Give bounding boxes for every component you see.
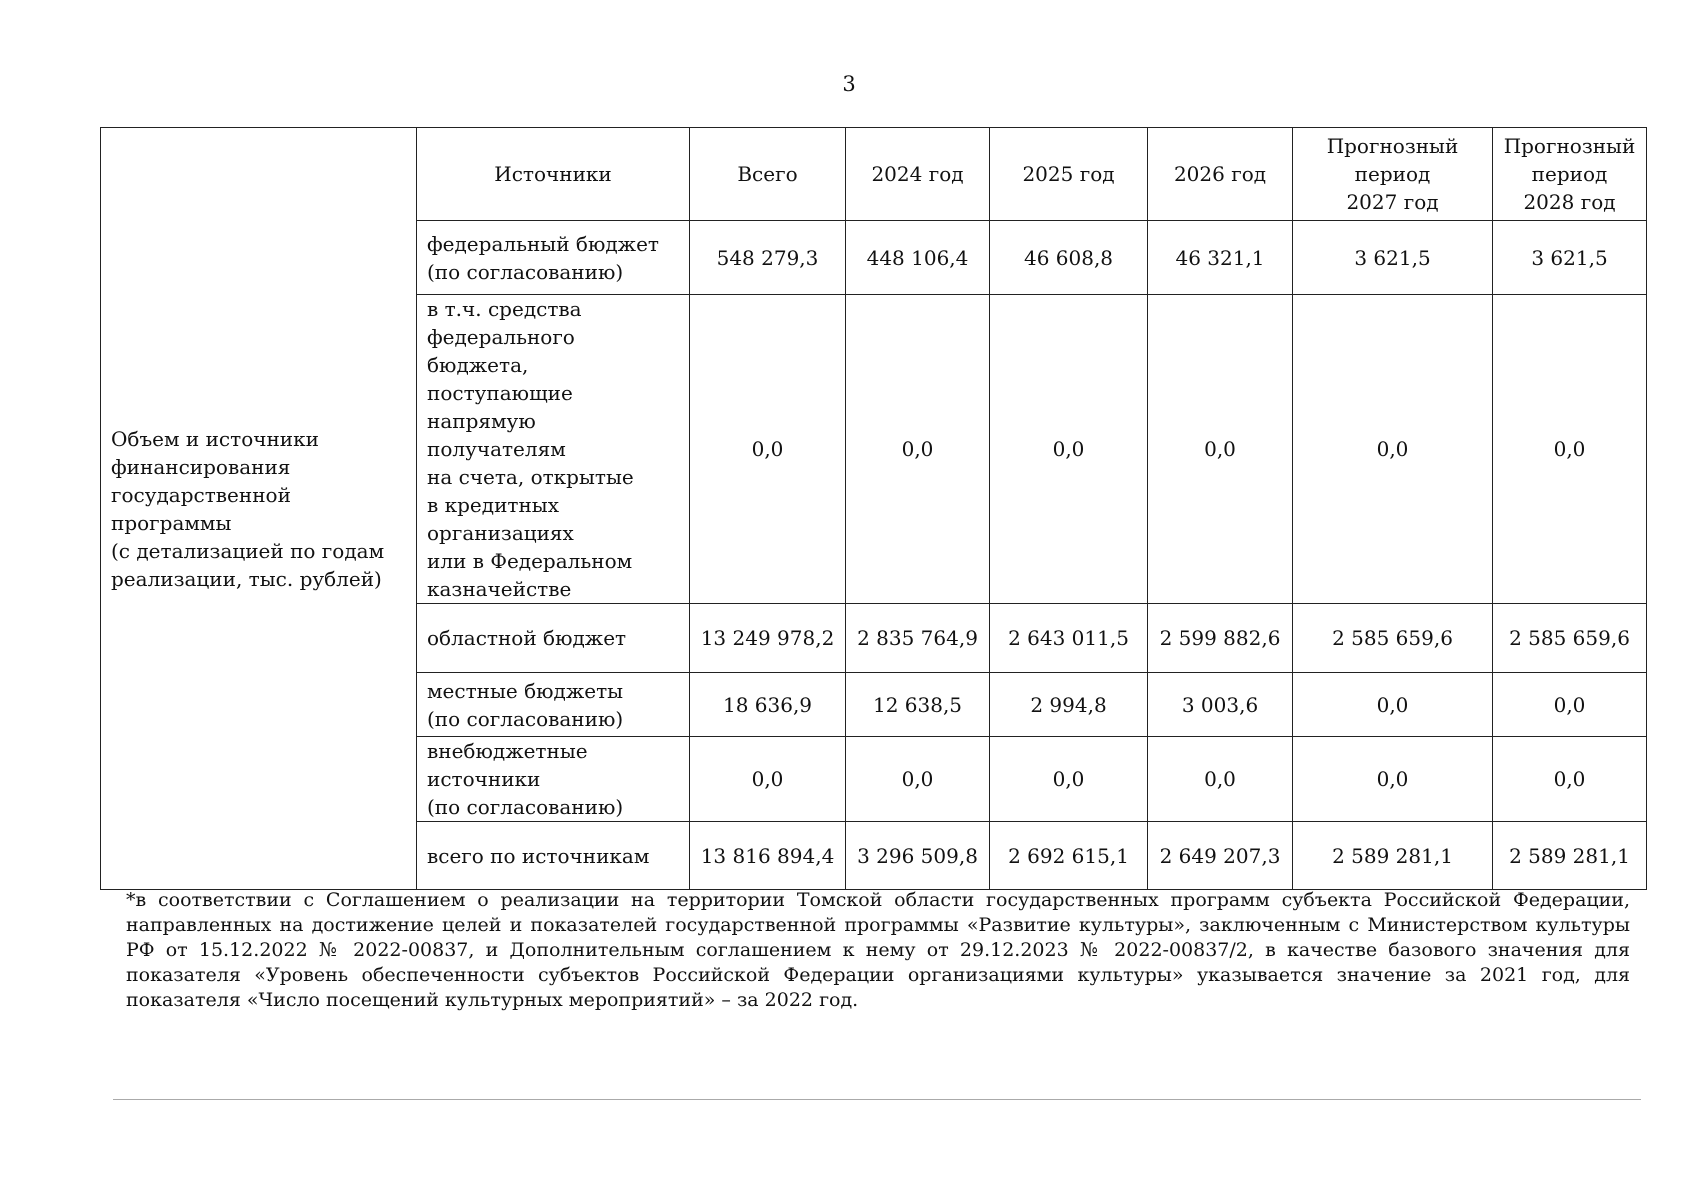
page-number: 3 (842, 72, 856, 96)
source-cell: областной бюджет (417, 604, 690, 673)
header-2025: 2025 год (990, 128, 1148, 221)
value-cell: 0,0 (846, 295, 990, 604)
value-cell: 0,0 (690, 295, 846, 604)
row-label-cell: Объем и источники финансирования государственной программы (с детализацией по годам реализации, тыс. рублей) (101, 128, 417, 890)
value-cell: 0,0 (990, 737, 1148, 822)
source-cell: федеральный бюджет (по согласованию) (417, 221, 690, 295)
value-cell: 0,0 (690, 737, 846, 822)
footer-divider (113, 1099, 1641, 1100)
value-cell: 46 321,1 (1148, 221, 1293, 295)
value-cell: 46 608,8 (990, 221, 1148, 295)
value-cell: 0,0 (1493, 295, 1647, 604)
value-cell: 548 279,3 (690, 221, 846, 295)
value-cell: 3 621,5 (1293, 221, 1493, 295)
header-total: Всего (690, 128, 846, 221)
value-cell: 3 003,6 (1148, 673, 1293, 737)
value-cell: 2 643 011,5 (990, 604, 1148, 673)
value-cell: 0,0 (1148, 737, 1293, 822)
value-cell: 2 585 659,6 (1493, 604, 1647, 673)
header-sources: Источники (417, 128, 690, 221)
source-cell: всего по источникам (417, 822, 690, 890)
source-cell: местные бюджеты (по согласованию) (417, 673, 690, 737)
value-cell: 0,0 (990, 295, 1148, 604)
value-cell: 3 296 509,8 (846, 822, 990, 890)
value-cell: 0,0 (1493, 737, 1647, 822)
value-cell: 18 636,9 (690, 673, 846, 737)
header-2026: 2026 год (1148, 128, 1293, 221)
value-cell: 0,0 (1293, 737, 1493, 822)
value-cell: 2 692 615,1 (990, 822, 1148, 890)
value-cell: 2 585 659,6 (1293, 604, 1493, 673)
value-cell: 0,0 (846, 737, 990, 822)
source-cell: в т.ч. средства федерального бюджета, поступающие напрямую получателям на счета, открытые в кредитных организациях или в Федеральном казначействе (417, 295, 690, 604)
value-cell: 0,0 (1293, 295, 1493, 604)
value-cell: 3 621,5 (1493, 221, 1647, 295)
value-cell: 2 835 764,9 (846, 604, 990, 673)
value-cell: 0,0 (1493, 673, 1647, 737)
source-cell: внебюджетные источники (по согласованию) (417, 737, 690, 822)
value-cell: 0,0 (1148, 295, 1293, 604)
value-cell: 13 816 894,4 (690, 822, 846, 890)
header-2028-forecast: Прогнозный период 2028 год (1493, 128, 1647, 221)
value-cell: 448 106,4 (846, 221, 990, 295)
header-2024: 2024 год (846, 128, 990, 221)
value-cell: 2 589 281,1 (1293, 822, 1493, 890)
financing-table (100, 127, 1647, 890)
value-cell: 2 994,8 (990, 673, 1148, 737)
value-cell: 2 589 281,1 (1493, 822, 1647, 890)
table-header-row (101, 128, 1647, 221)
value-cell: 0,0 (1293, 673, 1493, 737)
value-cell: 13 249 978,2 (690, 604, 846, 673)
footnote: *в соответствии с Соглашением о реализации на территории Томской области государственных программ субъекта Российской Федерации, направленных на достижение целей и показателей государственной программы «Развитие культуры», заключенным с Министерством культуры РФ от 15.12.2022 № 2022-00837, и Дополнительным соглашением к нему от 29.12.2023 № 2022-00837/2, в качестве базового значения для показателя «Уровень обеспеченности субъектов Российской Федерации организациями культуры» указывается значение за 2021 год, для показателя «Число посещений культурных мероприятий» – за 2022 год. (126, 889, 1630, 1011)
header-2027-forecast: Прогнозный период 2027 год (1293, 128, 1493, 221)
value-cell: 12 638,5 (846, 673, 990, 737)
value-cell: 2 599 882,6 (1148, 604, 1293, 673)
value-cell: 2 649 207,3 (1148, 822, 1293, 890)
